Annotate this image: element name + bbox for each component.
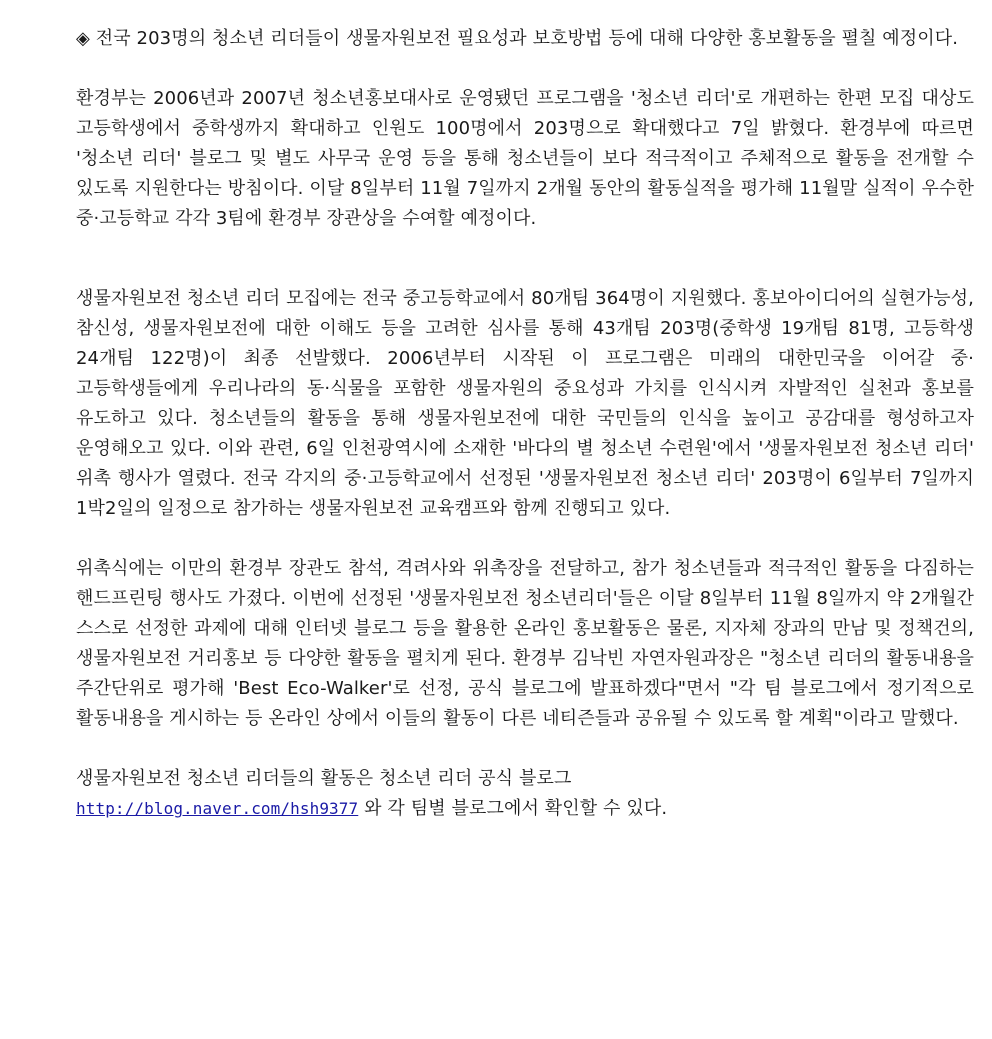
paragraph-ceremony: 위촉식에는 이만의 환경부 장관도 참석, 격려사와 위촉장을 전달하고, 참가 청소년들과 적극적인 활동을 다짐하는 핸드프린팅 행사도 가졌다. 이번에 선정된 '생물자원보전 청소년리더'들은 이달 8일부터 11월 8일까지 약 2개월간 스스로 선정한 과제에 대해 인터넷 블로그 등을 활용한 온라인 홍보활동은 물론, 지자체 장과의 만남 및 정책건의, 생물자원보전 거리홍보 등 다양한 활동을 펼치게 된다. 환경부 김낙빈 자연자원과장은 "청소년 리더의 활동내용을 주간단위로 평가해 'Best Eco-Walker'로 선정, 공식 블로그에 발표하겠다"면서 "각 팀 블로그에서 정기적으로 활동내용을 게시하는 등 온라인 상에서 이들의 활동이 다른 네티즌들과 공유될 수 있도록 할 계획"이라고 말했다. xyxy=(76,558,974,729)
blog-info-text: 생물자원보전 청소년 리더들의 활동은 청소년 리더 공식 블로그 xyxy=(76,768,572,789)
article-body xyxy=(76,24,974,824)
paragraph-recruitment: 생물자원보전 청소년 리더 모집에는 전국 중고등학교에서 80개팀 364명이 지원했다. 홍보아이디어의 실현가능성, 참신성, 생물자원보전에 대한 이해도 등을 고려한 심사를 통해 43개팀 203명(중학생 19개팀 81명, 고등학생 24개팀 122명)이 최종 선발했다. 2006년부터 시작된 이 프로그램은 미래의 대한민국을 이어갈 중·고등학생들에게 우리나라의 동·식물을 포함한 생물자원의 중요성과 가치를 인식시켜 자발적인 실천과 홍보를 유도하고 있다. 청소년들의 활동을 통해 생물자원보전에 대한 국민들의 인식을 높이고 공감대를 형성하고자 운영해오고 있다. 이와 관련, 6일 인천광역시에 소재한 '바다의 별 청소년 수련원'에서 '생물자원보전 청소년 리더' 위촉 행사가 열렸다. 전국 각지의 중·고등학교에서 선정된 '생물자원보전 청소년 리더' 203명이 6일부터 7일까지 1박2일의 일정으로 참가하는 생물자원보전 교육캠프와 함께 진행되고 있다. xyxy=(76,288,974,519)
lead-paragraph: ◈ 전국 203명의 청소년 리더들이 생물자원보전 필요성과 보호방법 등에 대해 다양한 홍보활동을 펼칠 예정이다. xyxy=(76,28,959,49)
paragraph-program-overview: 환경부는 2006년과 2007년 청소년홍보대사로 운영됐던 프로그램을 '청소년 리더'로 개편하는 한편 모집 대상도 고등학생에서 중학생까지 확대하고 인원도 100명에서 203명으로 확대했다고 7일 밝혔다. 환경부에 따르면 '청소년 리더' 블로그 및 별도 사무국 운영 등을 통해 청소년들이 보다 적극적이고 주체적으로 활동을 전개할 수 있도록 지원한다는 방침이다. 이달 8일부터 11월 7일까지 2개월 동안의 활동실적을 평가해 11월말 실적이 우수한 중·고등학교 각각 3팀에 환경부 장관상을 수여할 예정이다. xyxy=(76,88,975,229)
blog-info-tail: 와 각 팀별 블로그에서 확인할 수 있다. xyxy=(358,798,668,819)
official-blog-link[interactable]: http://blog.naver.com/hsh9377 xyxy=(76,799,359,818)
paragraph-blog-info xyxy=(76,764,974,824)
